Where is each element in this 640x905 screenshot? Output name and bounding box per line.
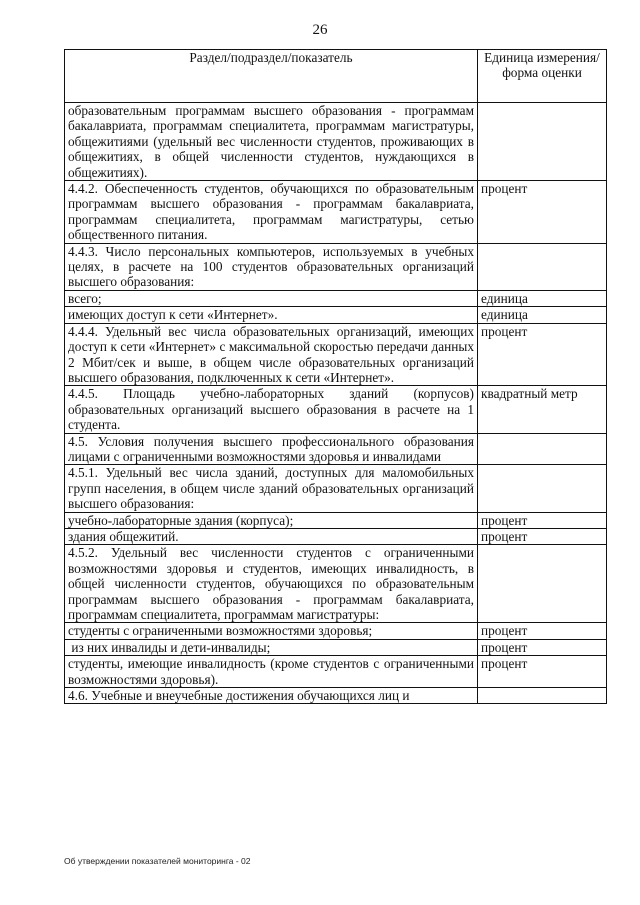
row-unit: процент [478,323,607,386]
row-text: студенты с ограниченными возможностями здоровья; [65,623,478,639]
row-unit [478,103,607,181]
page-number: 26 [312,22,328,38]
header-section-indicator: Раздел/подраздел/показатель [65,50,478,103]
table-row [65,243,607,290]
row-text: 4.5. Условия получения высшего профессионального образования лицами с ограниченными возможностями здоровья и инвалидами [65,433,478,465]
table-row [65,433,607,465]
header-unit: Единица измерения/ форма оценки [478,50,607,103]
row-text: 4.5.2. Удельный вес численности студентов с ограниченными возможностями здоровья и студентов, имеющих инвалидность, в общей численности студентов, обучающихся по образовательным программам высшего образования - программам бакалавриата, программам специалитета, программам магистратуры: [65,545,478,623]
row-unit: процент [478,528,607,544]
row-unit: процент [478,181,607,244]
table-row [65,103,607,181]
row-unit [478,243,607,290]
table-row [65,545,607,623]
row-unit: процент [478,623,607,639]
row-text: студенты, имеющие инвалидность (кроме студентов с ограниченными возможностями здоровья). [65,656,478,688]
row-text: 4.4.5. Площадь учебно-лабораторных зданий (корпусов) образовательных организаций высшего образования в расчете на 1 студента. [65,386,478,433]
table-row [65,688,607,704]
table-row [65,323,607,386]
table-row [65,386,607,433]
indicators-table [64,49,607,704]
table-row [65,623,607,639]
table-header-row [65,50,607,103]
table-row [65,528,607,544]
row-unit [478,688,607,704]
row-unit: процент [478,639,607,655]
table-row [65,465,607,512]
row-unit: единица [478,290,607,306]
row-unit: квадратный метр [478,386,607,433]
table-row [65,307,607,323]
row-text: 4.4.4. Удельный вес числа образовательных организаций, имеющих доступ к сети «Интернет» с максимальной скоростью передачи данных 2 Мбит/сек и выше, в общем числе образовательных организаций высшего образования, подключенных к сети «Интернет». [65,323,478,386]
row-unit [478,433,607,465]
row-unit: единица [478,307,607,323]
row-unit [478,545,607,623]
table-row [65,181,607,244]
row-unit: процент [478,512,607,528]
row-text: 4.4.2. Обеспеченность студентов, обучающихся по образовательным программам высшего образования - программам бакалавриата, программам специалитета, программам магистратуры, сетью общественного питания. [65,181,478,244]
row-unit: процент [478,656,607,688]
row-text: образовательным программам высшего образования - программам бакалавриата, программам специалитета, программам магистратуры, общежитиями (удельный вес численности студентов, проживающих в общежитиях, в общей численности студентов, нуждающихся в общежитиях). [65,103,478,181]
footer-document-title: Об утверждении показателей мониторинга - 02 [64,856,251,866]
row-text: учебно-лабораторные здания (корпуса); [65,512,478,528]
row-text: всего; [65,290,478,306]
row-text: 4.4.3. Число персональных компьютеров, используемых в учебных целях, в расчете на 100 студентов образовательных организаций высшего образования: [65,243,478,290]
row-text: 4.5.1. Удельный вес числа зданий, доступных для маломобильных групп населения, в общем числе зданий образовательных организаций высшего образования: [65,465,478,512]
table-row [65,656,607,688]
row-text: здания общежитий. [65,528,478,544]
table-row [65,290,607,306]
table-row [65,512,607,528]
row-unit [478,465,607,512]
row-text: имеющих доступ к сети «Интернет». [65,307,478,323]
table-row [65,639,607,655]
row-text: из них инвалиды и дети-инвалиды; [65,639,478,655]
row-text: 4.6. Учебные и внеучебные достижения обучающихся лиц и [65,688,478,704]
